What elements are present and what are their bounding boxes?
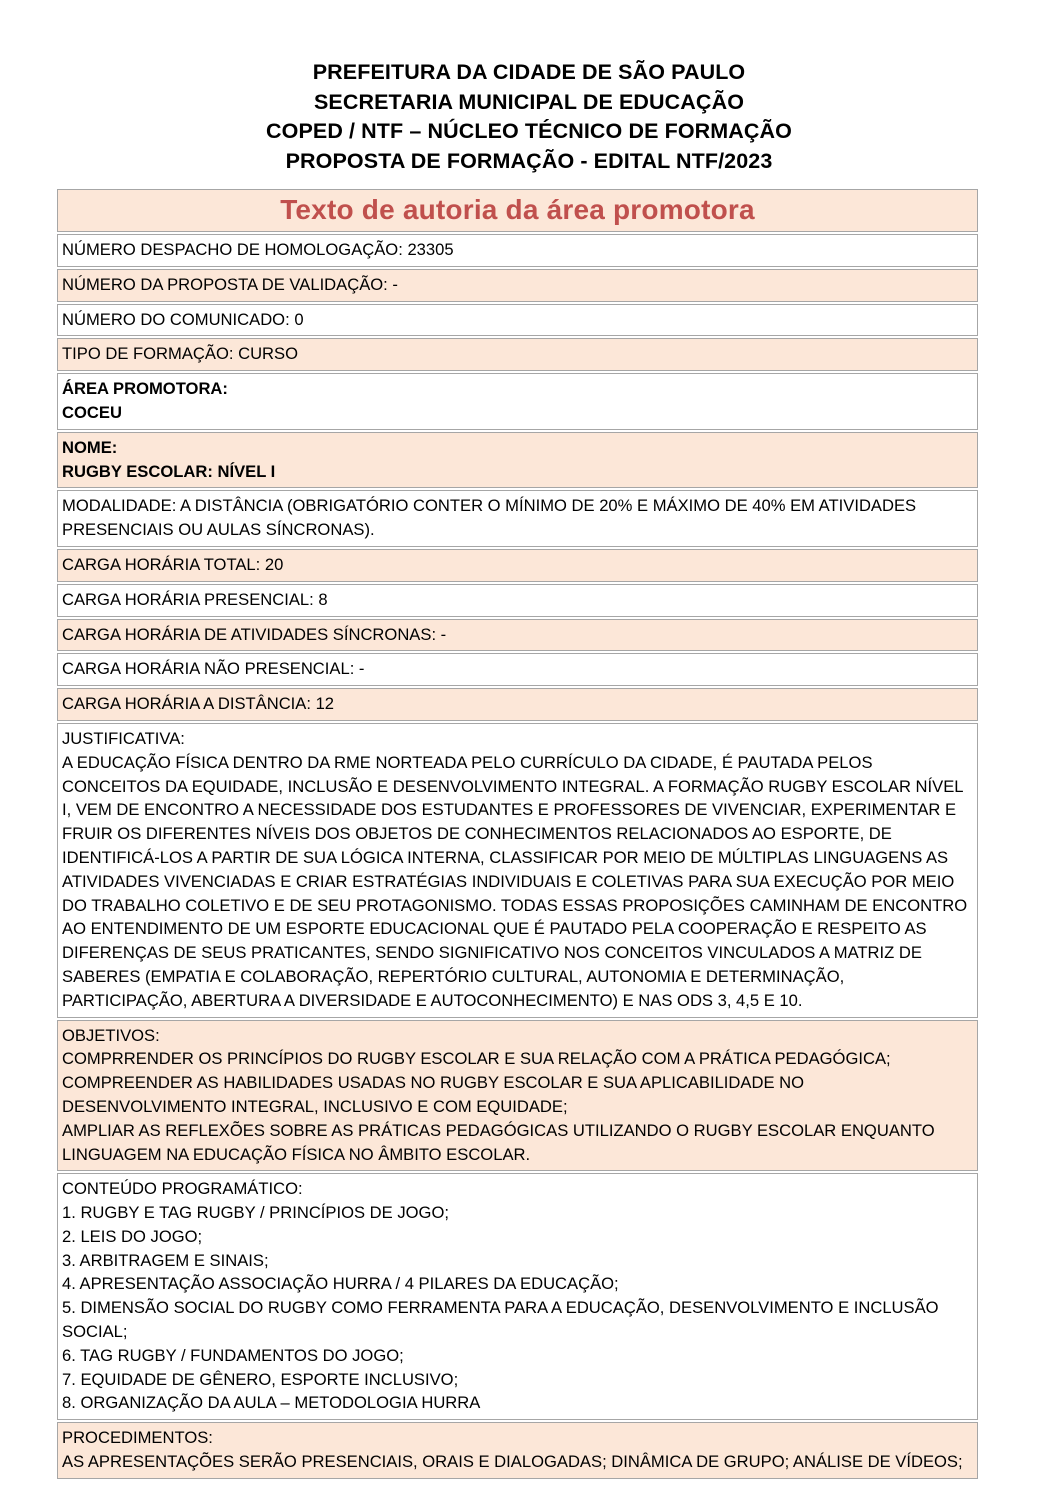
field-nome [57,432,978,489]
conteudo-item: 2. LEIS DO JOGO; [62,1226,203,1246]
header-line-secretaria: SECRETARIA MUNICIPAL DE EDUCAÇÃO [313,89,745,114]
conteudo-item: 6. TAG RUGBY / FUNDAMENTOS DO JOGO; [62,1345,404,1365]
justificativa-text: A EDUCAÇÃO FÍSICA DENTRO DA RME NORTEADA PELO CURRÍCULO DA CIDADE, É PAUTADA PELOS CONCEITOS DA EQUIDADE, INCLUSÃO E DESENVOLVIMENTO INTEGRAL. A FORMAÇÃO RUGBY ESCOLAR NÍVEL I, VEM DE ENCONTRO A NECESSIDADE DOS ESTUDANTES E PROFESSORES DE VIVENCIAR, EXPERIMENTAR E FRUIR OS DIFERENTES NÍVEIS DOS OBJETOS DE CONHECIMENTOS RELACIONADOS AO ESPORTE, DE IDENTIFICÁ-LOS A PARTIR DE SUA LÓGICA INTERNA, CLASSIFICAR POR MEIO DE MÚLTIPLAS LINGUAGENS AS ATIVIDADES VIVENCIADAS E CRIAR ESTRATÉGIAS INDIVIDUAIS E COLETIVAS PARA SUA EXECUÇÃO POR MEIO DO TRABALHO COLETIVO E DE SEU PROTAGONISMO. TODAS ESSAS PROPOSIÇÕES CAMINHAM DE ENCONTRO AO ENTENDIMENTO DE UM ESPORTE EDUCACIONAL QUE É PAUTADO PELA COOPERAÇÃO E RESPEITO AS DIFERENÇAS DE SEUS PRATICANTES, SENDO SIGNIFICATIVO NOS CONCEITOS VINCULADOS A MATRIZ DE SABERES (EMPATIA E COLABORAÇÃO, REPERTÓRIO CULTURAL, AUTONOMIA E DETERMINAÇÃO, PARTICIPAÇÃO, ABERTURA A DIVERSIDADE E AUTOCONHECIMENTO) E NAS ODS 3, 4,5 E 10. [62,752,968,1010]
field-carga-horaria-presencial: CARGA HORÁRIA PRESENCIAL: 8 [57,584,978,617]
area-promotora-value: COCEU [62,402,122,422]
title-band-cell [57,189,978,232]
objetivos-item-1: COMPRRENDER OS PRINCÍPIOS DO RUGBY ESCOLAR E SUA RELAÇÃO COM A PRÁTICA PEDAGÓGICA; [62,1049,891,1069]
proposal-form-table [57,187,978,1481]
header-line-proposta-edital: PROPOSTA DE FORMAÇÃO - EDITAL NTF/2023 [285,148,773,173]
table-row-carga-nao-presencial [57,653,978,686]
title-band-text: Texto de autoria da área promotora [280,194,755,225]
area-promotora-label: ÁREA PROMOTORA: [62,379,228,399]
field-carga-horaria-total: CARGA HORÁRIA TOTAL: 20 [57,549,978,582]
field-area-promotora [57,373,978,430]
table-row-carga-presencial [57,584,978,617]
procedimentos-text: AS APRESENTAÇÕES SERÃO PRESENCIAIS, ORAIS E DIALOGADAS; DINÂMICA DE GRUPO; ANÁLISE DE VÍDEOS; [62,1452,963,1472]
conteudo-item: 1. RUGBY E TAG RUGBY / PRINCÍPIOS DE JOGO; [62,1203,449,1223]
table-row-objetivos [57,1020,978,1172]
procedimentos-label: PROCEDIMENTOS: [62,1428,213,1448]
table-row-area-promotora [57,373,978,430]
nome-value: RUGBY ESCOLAR: NÍVEL I [62,461,276,481]
conteudo-label: CONTEÚDO PROGRAMÁTICO: [62,1179,303,1199]
table-row-justificativa [57,723,978,1018]
table-row-tipo-formacao [57,338,978,371]
conteudo-item: 3. ARBITRAGEM E SINAIS; [62,1250,269,1270]
table-row-carga-sincronas [57,619,978,652]
table-row-carga-distancia [57,688,978,721]
table-row-modalidade [57,490,978,547]
field-carga-horaria-distancia: CARGA HORÁRIA A DISTÂNCIA: 12 [57,688,978,721]
nome-label: NOME: [62,437,118,457]
field-modalidade [57,490,978,547]
document-header [0,0,1058,176]
table-row-nome [57,432,978,489]
header-line-coped-ntf: COPED / NTF – NÚCLEO TÉCNICO DE FORMAÇÃO [266,119,792,143]
conteudo-item: 4. APRESENTAÇÃO ASSOCIAÇÃO HURRA / 4 PILARES DA EDUCAÇÃO; [62,1274,619,1294]
modalidade-text: MODALIDADE: A DISTÂNCIA (OBRIGATÓRIO CONTER O MÍNIMO DE 20% E MÁXIMO DE 40% EM ATIVIDADES PRESENCIAIS OU AULAS SÍNCRONAS). [62,496,917,540]
table-row-title-band [57,189,978,232]
field-conteudo-programatico [57,1173,978,1420]
field-procedimentos [57,1422,978,1479]
table-row-carga-total [57,549,978,582]
field-numero-proposta-validacao: NÚMERO DA PROPOSTA DE VALIDAÇÃO: - [57,269,978,302]
table-row-proposta-validacao [57,269,978,302]
field-tipo-formacao: TIPO DE FORMAÇÃO: CURSO [57,338,978,371]
conteudo-item: 5. DIMENSÃO SOCIAL DO RUGBY COMO FERRAMENTA PARA A EDUCAÇÃO, DESENVOLVIMENTO E INCLUSÃO SOCIAL; [62,1298,939,1342]
table-row-conteudo-programatico [57,1173,978,1420]
field-justificativa [57,723,978,1018]
field-objetivos [57,1020,978,1172]
field-despacho-homologacao: NÚMERO DESPACHO DE HOMOLOGAÇÃO: 23305 [57,234,978,267]
table-row-comunicado [57,304,978,337]
objetivos-item-2: COMPREENDER AS HABILIDADES USADAS NO RUGBY ESCOLAR E SUA APLICABILIDADE NO DESENVOLVIMENTO INTEGRAL, INCLUSIVO E COM EQUIDADE; [62,1073,805,1116]
objetivos-item-3: AMPLIAR AS REFLEXÕES SOBRE AS PRÁTICAS PEDAGÓGICAS UTILIZANDO O RUGBY ESCOLAR ENQUANTO LINGUAGEM NA EDUCAÇÃO FÍSICA NO ÂMBITO ESCOLAR. [62,1120,935,1164]
conteudo-item: 7. EQUIDADE DE GÊNERO, ESPORTE INCLUSIVO; [62,1369,459,1389]
justificativa-label: JUSTIFICATIVA: [62,728,185,748]
field-numero-comunicado: NÚMERO DO COMUNICADO: 0 [57,304,978,337]
table-row-procedimentos [57,1422,978,1479]
header-line-prefeitura: PREFEITURA DA CIDADE DE SÃO PAULO [312,60,746,84]
conteudo-item: 8. ORGANIZAÇÃO DA AULA – METODOLOGIA HURRA [62,1393,481,1413]
objetivos-label: OBJETIVOS: [62,1025,160,1045]
field-carga-horaria-nao-presencial: CARGA HORÁRIA NÃO PRESENCIAL: - [57,653,978,686]
field-carga-horaria-sincronas: CARGA HORÁRIA DE ATIVIDADES SÍNCRONAS: - [57,619,978,652]
table-row-despacho [57,234,978,267]
